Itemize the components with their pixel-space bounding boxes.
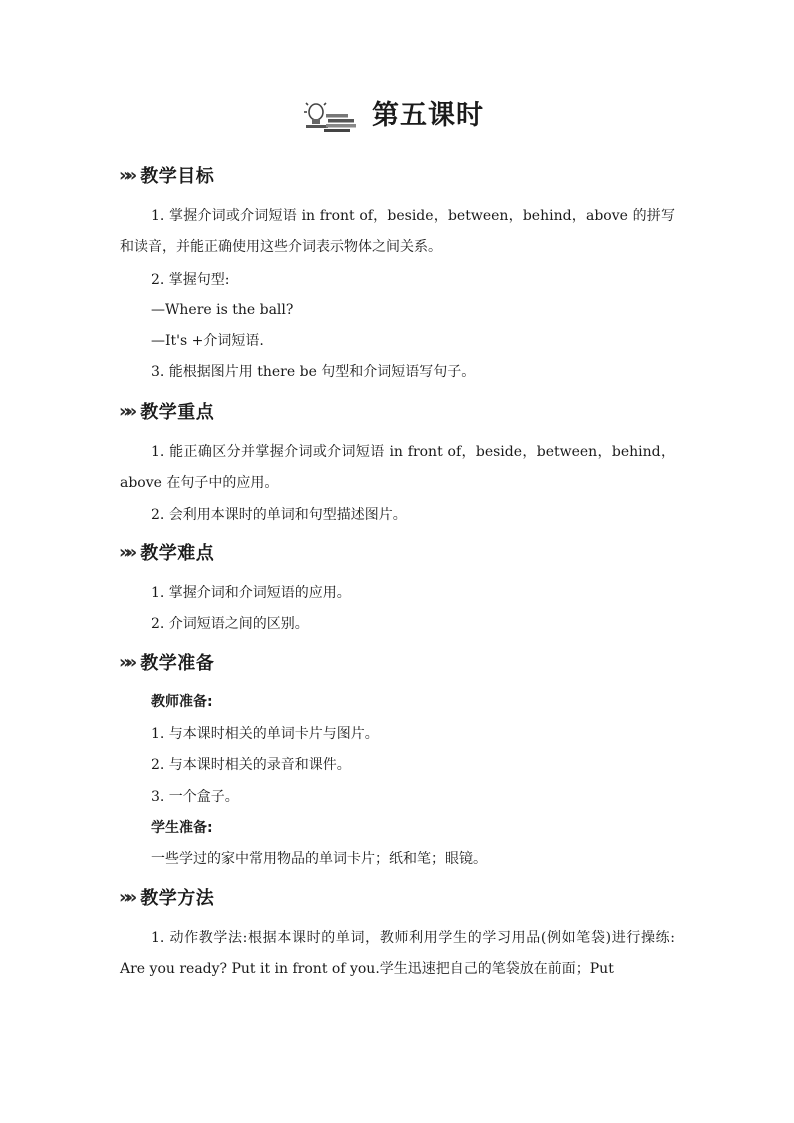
section-heading-key-points [119,398,214,424]
section-heading-difficulties [119,539,214,565]
double-chevron-icon: »» [119,541,133,563]
section-heading-preparation [119,649,214,675]
lightbulb-books-icon [302,100,360,134]
paragraph: 2. 会利用本课时的单词和句型描述图片。 [151,507,407,523]
paragraph: 2. 介词短语之间的区别。 [151,616,309,632]
dialogue-line: —Where is the ball? [151,302,294,318]
lesson-title-row [0,96,794,144]
section-heading-methods [119,884,214,910]
list-item: 2. 与本课时相关的录音和课件。 [151,757,351,773]
paragraph: 1. 掌握介词和介词短语的应用。 [151,585,351,601]
subheading-teacher: 教师准备: [151,694,213,710]
dialogue-line: —It's +介词短语. [151,333,264,349]
page-title: 第五课时 [372,100,484,131]
section-heading-objectives [119,162,214,188]
section-title: 教学难点 [140,543,215,564]
double-chevron-icon: »» [119,886,133,908]
double-chevron-icon: »» [119,400,133,422]
double-chevron-icon: »» [119,651,133,673]
section-title: 教学准备 [140,653,215,674]
paragraph: 2. 掌握句型: [151,272,230,288]
paragraph: 一些学过的家中常用物品的单词卡片；纸和笔；眼镜。 [151,851,487,867]
section-title: 教学方法 [140,888,215,909]
list-item: 3. 一个盒子。 [151,789,239,805]
paragraph: 1. 能正确区分并掌握介词或介词短语 in front of，beside，between，behind，above 在句子中的应用。 [120,444,675,491]
paragraph: 1. 掌握介词或介词短语 in front of，beside，between，behind，above 的拼写和读音，并能正确使用这些介词表示物体之间关系。 [120,208,675,255]
paragraph: 3. 能根据图片用 there be 句型和介词短语写句子。 [151,364,476,380]
section-title: 教学目标 [140,166,215,187]
subheading-student: 学生准备: [151,820,213,836]
list-item: 1. 与本课时相关的单词卡片与图片。 [151,726,379,742]
paragraph: 1. 动作教学法:根据本课时的单词，教师利用学生的学习用品(例如笔袋)进行操练: Are you ready? Put it in front of you.学生迅速把自己的笔袋放在前面；Put [120,930,675,977]
section-title: 教学重点 [140,402,215,423]
double-chevron-icon: »» [119,164,133,186]
